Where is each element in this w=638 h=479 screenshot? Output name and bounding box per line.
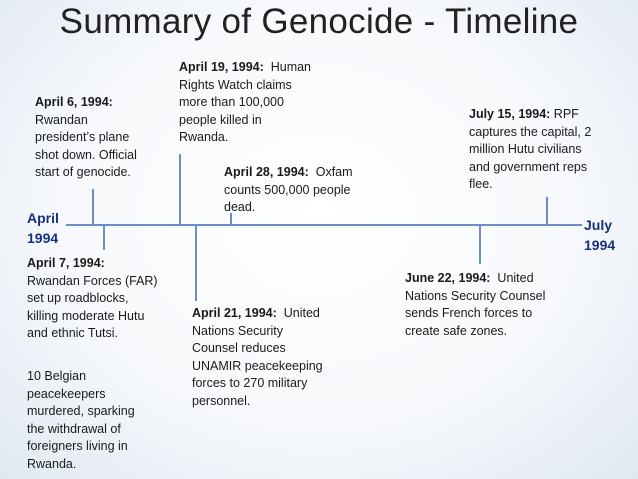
event-line: United <box>283 306 320 320</box>
event-line: Rwanda. <box>179 130 229 144</box>
axis-start-year: 1994 <box>27 230 59 246</box>
axis-end-year: 1994 <box>584 237 616 253</box>
event-april-6 <box>35 94 137 182</box>
event-date: April 21, 1994: <box>192 306 277 320</box>
event-line: set up roadblocks, <box>27 291 129 305</box>
event-date: April 28, 1994: <box>224 165 309 179</box>
event-line: create safe zones. <box>405 323 508 338</box>
event-april-21 <box>192 305 323 410</box>
event-line: more than 100,000 <box>179 95 284 109</box>
event-line: killing moderate Hutu <box>27 308 145 323</box>
event-date: July 15, 1994: <box>469 107 551 121</box>
event-line: Nations Security <box>192 323 284 338</box>
event-first-line <box>224 164 353 182</box>
event-date: April 6, 1994: <box>35 95 113 109</box>
tick-april-7 <box>103 226 105 250</box>
axis-start-month: April <box>27 210 59 226</box>
event-line: Rwanda. <box>27 456 77 471</box>
tick-june-22 <box>479 226 481 264</box>
event-first-line <box>405 270 545 288</box>
event-line: start of genocide. <box>35 165 131 179</box>
event-first-line <box>469 106 591 124</box>
event-line: Rwandan <box>35 112 88 127</box>
event-line: Counsel reduces <box>192 341 286 355</box>
event-line: president’s plane <box>35 130 130 144</box>
axis-end-month: July <box>584 217 613 233</box>
tick-april-19 <box>179 154 181 224</box>
event-april-7 <box>27 255 158 343</box>
event-line: forces to 270 military <box>192 376 308 390</box>
event-line: flee. <box>469 177 493 191</box>
event-line: shot down. Official <box>35 147 137 162</box>
event-line: peacekeepers <box>27 386 106 401</box>
event-first-line <box>179 59 311 77</box>
event-line: murdered, sparking <box>27 404 135 418</box>
event-line: people killed in <box>179 112 262 127</box>
tick-april-21 <box>195 226 197 301</box>
page-title: Summary of Genocide - Timeline <box>59 2 579 41</box>
event-line: captures the capital, 2 <box>469 124 592 139</box>
event-line: the withdrawal of <box>27 421 121 436</box>
axis-start-label <box>27 208 59 248</box>
event-line: UNAMIR peacekeeping <box>192 358 323 373</box>
event-line: million Hutu civilians <box>469 142 582 156</box>
event-june-22 <box>405 270 545 340</box>
event-line: foreigners living in <box>27 439 128 453</box>
event-line: counts 500,000 people <box>224 182 351 197</box>
event-date: April 19, 1994: <box>179 60 264 74</box>
event-first-line <box>192 305 323 323</box>
axis-end-label <box>584 215 615 255</box>
event-line: personnel. <box>192 393 251 408</box>
tick-july-15 <box>546 197 548 224</box>
event-date: April 7, 1994: <box>27 256 105 270</box>
event-line: sends French forces to <box>405 306 533 320</box>
event-line: Rights Watch claims <box>179 77 292 92</box>
event-april-28 <box>224 164 353 217</box>
event-line: and ethnic Tutsi. <box>27 326 119 340</box>
event-line: Nations Security Counsel <box>405 288 546 303</box>
event-line: 10 Belgian <box>27 369 87 383</box>
event-april-19 <box>179 59 311 147</box>
event-line: Rwandan Forces (FAR) <box>27 273 158 288</box>
event-date: June 22, 1994: <box>405 271 491 285</box>
event-april-7-extra <box>27 368 135 473</box>
event-line: Oxfam <box>315 165 353 179</box>
event-line: and government reps <box>469 159 588 174</box>
event-line: RPF <box>553 107 579 121</box>
event-line: dead. <box>224 200 256 214</box>
event-line: United <box>497 271 534 285</box>
event-line: Human <box>270 60 312 74</box>
event-july-15 <box>469 106 591 194</box>
tick-april-6 <box>92 189 94 224</box>
timeline-axis <box>66 224 582 226</box>
